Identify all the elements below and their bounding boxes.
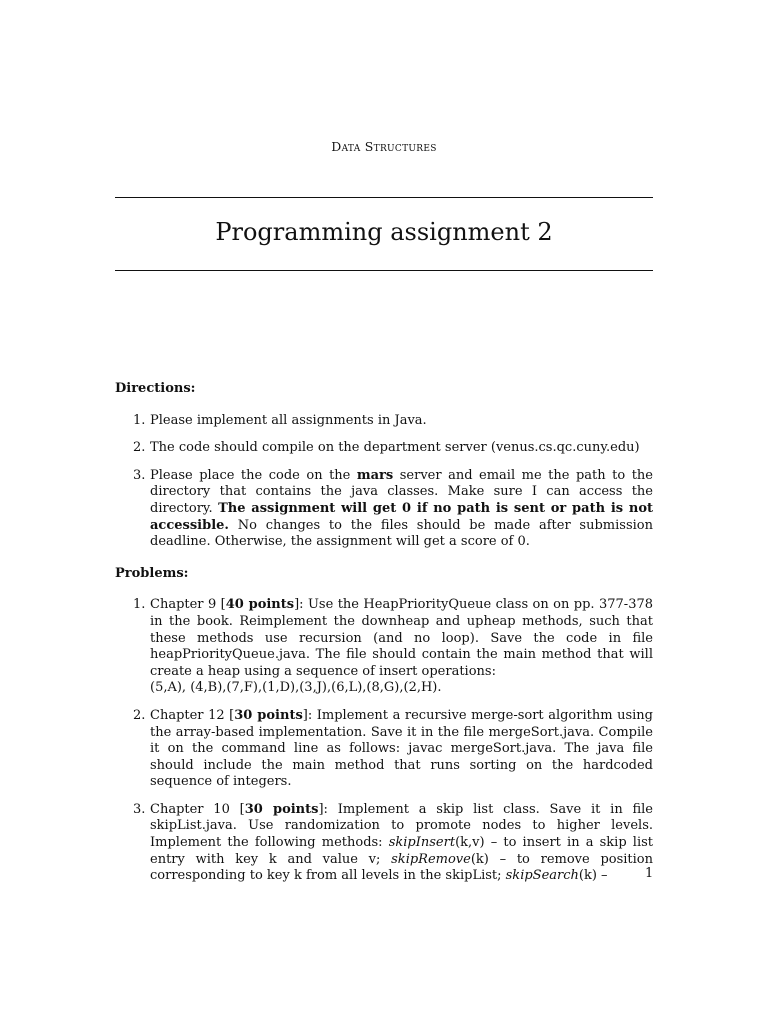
title-rule-top — [115, 197, 653, 198]
problem-text: ]: Implement a recursive merge-sort algorithm using the array-based implementation. Save it in the file mergeSort.java. Compile it on the command line as follows: javac mergeSort.java. The java file should include the main method that runs sorting on the hardcoded sequence of integers. — [150, 707, 654, 790]
list-number: 1. — [133, 412, 146, 428]
problem-item-1 — [115, 597, 653, 697]
method-description: (k) – — [578, 868, 608, 884]
problem-text: ]: Implement a skip list class. Save it in file skipList.java. Use randomization to promote nodes to higher levels. Implement the following methods: — [150, 801, 654, 851]
problem-item-2 — [115, 708, 653, 791]
directions-item-text: The code should compile on the department server (venus.cs.qc.cuny.edu) — [150, 440, 640, 456]
document-body — [115, 381, 653, 896]
list-number: 2. — [133, 707, 146, 723]
directions-item-1 — [115, 413, 653, 430]
list-number: 1. — [133, 597, 146, 613]
directions-item-2 — [115, 440, 653, 457]
directions-list — [115, 413, 653, 551]
method-name: skipRemove — [391, 851, 471, 867]
problem-item-3 — [115, 802, 653, 885]
list-number: 3. — [133, 467, 146, 483]
method-name: skipSearch — [505, 868, 579, 884]
page-number: 1 — [645, 866, 654, 881]
zero-score-warning: The assignment will get 0 if no path is sent or path is not accessible. — [150, 500, 653, 533]
course-name: Data Structures — [331, 139, 437, 154]
method-name: skipInsert — [388, 835, 456, 851]
list-number: 3. — [133, 801, 146, 817]
directions-item-text-mid: server and email me the path to the directory that contains the java classes. Make sure I can access the directory. — [150, 467, 653, 516]
problem-points: 40 points — [225, 597, 295, 613]
problems-list — [115, 597, 653, 885]
page-title: Programming assignment 2 — [215, 218, 553, 246]
problems-heading: Problems: — [115, 565, 189, 581]
server-name: mars — [356, 467, 394, 483]
method-description: (k,v) – to insert in a skip list entry with key k and value v; — [150, 835, 653, 867]
problem-text-pre: Chapter 10 [ — [150, 801, 245, 817]
directions-item-3 — [115, 468, 653, 551]
directions-heading: Directions: — [115, 381, 196, 396]
title-rule-bottom — [115, 270, 653, 271]
insert-sequence: (5,A), (4,B),(7,F),(1,D),(3,J),(6,L),(8,G),(2,H). — [150, 680, 442, 696]
directions-item-text-post: No changes to the files should be made after submission deadline. Otherwise, the assignment will get a score of 0. — [150, 517, 653, 550]
problem-text-pre: Chapter 12 [ — [150, 707, 235, 723]
list-number: 2. — [133, 440, 146, 456]
problem-points: 30 points — [234, 707, 303, 723]
problem-points: 30 points — [244, 801, 319, 817]
directions-item-text-pre: Please place the code on the — [150, 467, 357, 483]
directions-item-text: Please implement all assignments in Java. — [150, 412, 427, 428]
problem-text: ]: Use the HeapPriorityQueue class on on pp. 377-378 in the book. Reimplement the downheap and upheap methods, such that these methods use recursion (and no loop). Save the code in file heapPriorityQueue.java. The file should contain the main method that will create a heap using a sequence of insert operations: — [150, 597, 654, 679]
method-description: (k) – to remove position corresponding to key k from all levels in the skipList; — [150, 851, 654, 884]
problem-text-pre: Chapter 9 [ — [150, 597, 226, 613]
